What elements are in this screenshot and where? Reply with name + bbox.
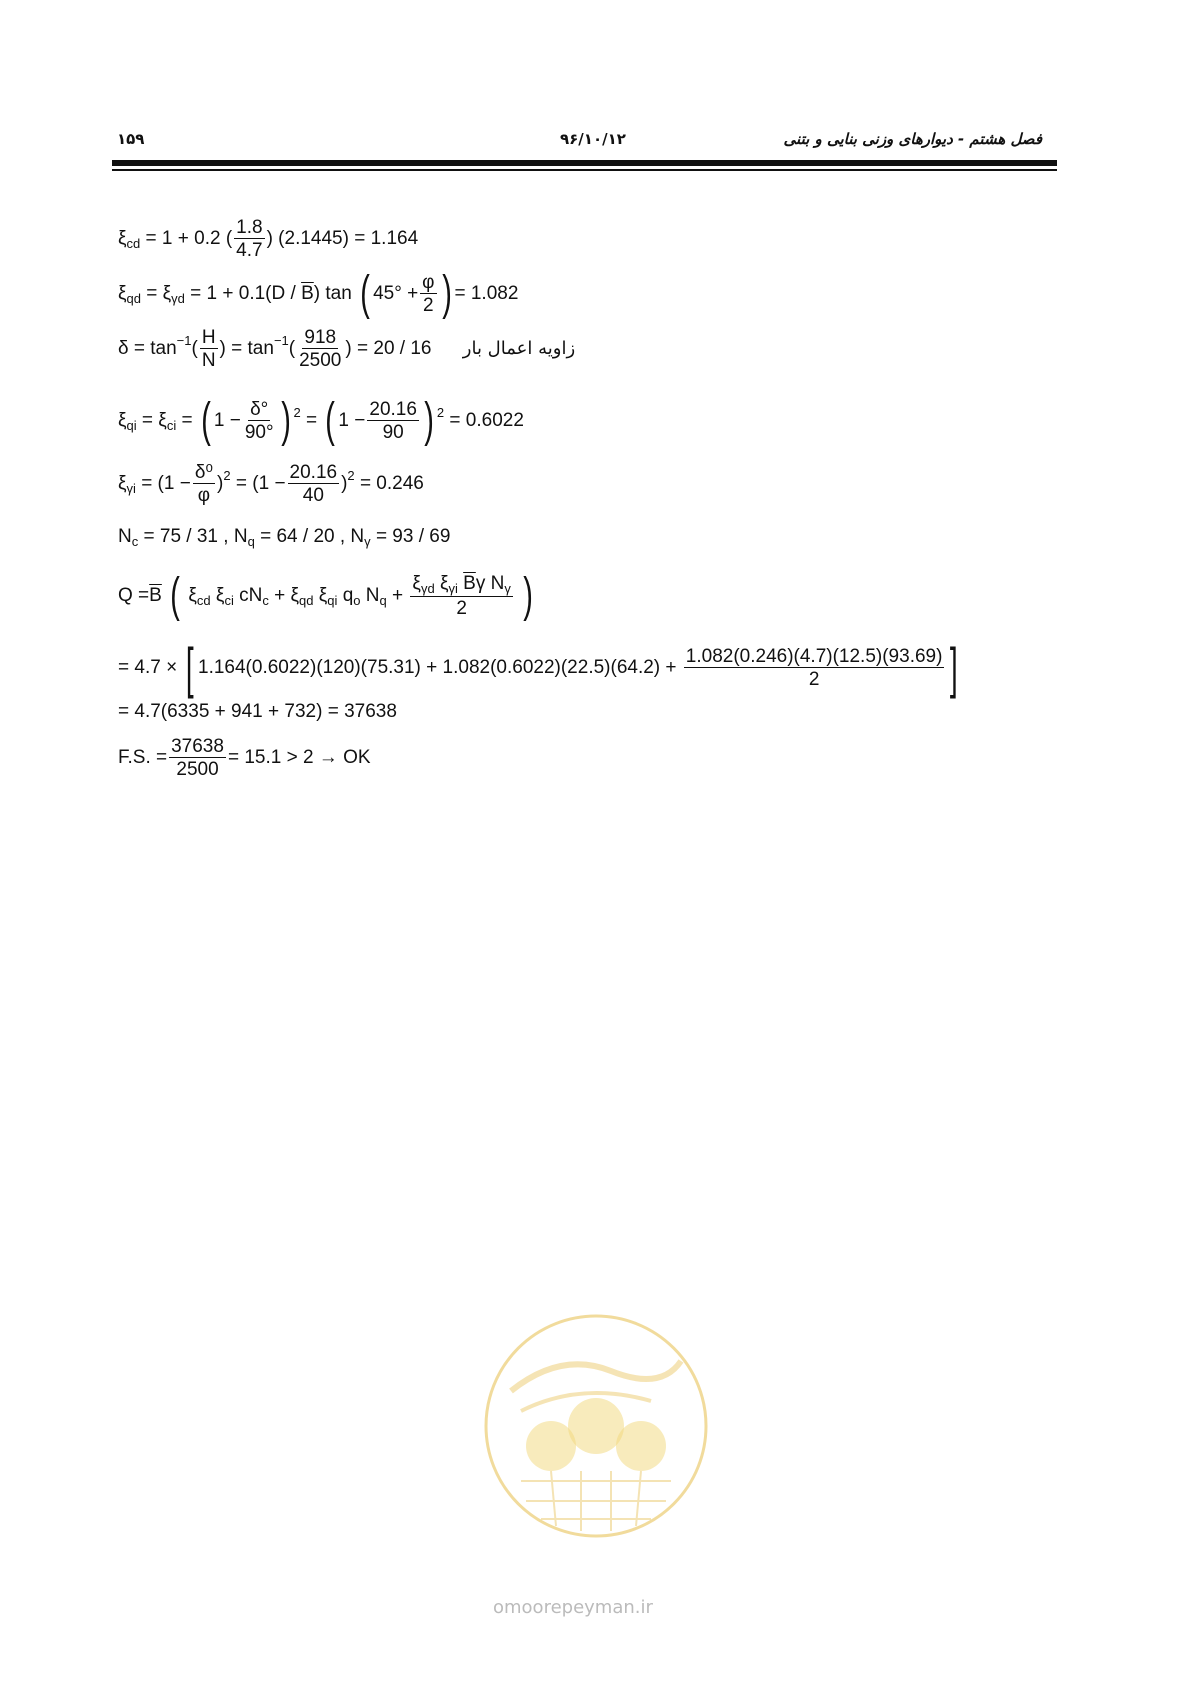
header-rule-thin — [112, 169, 1057, 171]
equation-Q-result: = 4.7(6335 + 941 + 732) = 37638 — [118, 701, 397, 722]
header-rule-thick — [112, 160, 1057, 166]
equation-xi-gamma-i: $\xi_{\gamma i} = (1$ − $\frac{\text{δ⁰}}{\varphi}$ )$^2$ = (1 − $\frac{20.16}{40}$ )$^2$ = 0.246 — [118, 462, 424, 506]
chapter-title: فصل هشتم - دیوارهای وزنی بنایی و بتنی — [783, 130, 1042, 148]
equation-Q: $Q =\overline{B}$ ( $\xi_{cd}$ $\xi_{ci}$ $cN_c + \xi_{qd}$ $\xi_{qi}$ $q_o$ $N_q$ + $\frac{\xi_{\gamma d} \xi_{\gamma i} \overline{B}\gamma N_\gamma}{2}$ ) — [118, 569, 533, 622]
watermark-url: omoorepeyman.ir — [493, 1597, 653, 1618]
page-number: ۱۵۹ — [117, 130, 145, 148]
load-angle-label: زاویه اعمال بار — [462, 338, 576, 360]
header-date: ۹۶/۱۰/۱۲ — [560, 130, 626, 148]
equation-factor-of-safety: F.S. = $\frac{37638}{2500}$ = 15.1 > 2 → OK — [118, 736, 371, 780]
watermark-logo — [481, 1311, 711, 1541]
equation-delta: $\delta = \tan^{-1}$( $\frac{H}{N}$ ) = $\tan^{-1}$( $\frac{918}{2500}$ ) = 20 / 16 زاویه اعمال بار — [118, 327, 576, 371]
equation-xi-cd: $\xi_{cd} = 1 + 0.2$ ( $\frac{1.8}{4.7}$ ) (2.1445) = 1.164 — [118, 217, 419, 261]
equation-xi-qi: $\xi_{qi} = \xi_{ci}$ = ( 1 − $\frac{\delta^\circ}{90^\circ}$ ) $^2$ = ( 1 − $\frac{20.16}{90}$ ) $^2$ = 0.6022 — [118, 394, 524, 447]
equation-xi-qd: $\xi_{qd} = \xi_{\gamma d} = 1 + 0.1(D / \overline{B})$ tan ( 45° + $\frac{\varphi}{2}$ ) = 1.082 — [118, 267, 519, 320]
equation-Q-numeric: = 4.7 × [ 1.164(0.6022)(120)(75.31) + 1.082(0.6022)(22.5)(64.2) + $\frac{1.082(0.246)(4.7)(12.5)(93.69)}{2}$ ] — [118, 636, 959, 699]
equation-bearing-factors: $N_c = 75 / 31$ , $N_q = 64 / 20$ , $N_\gamma = 93 / 69$ — [118, 526, 451, 549]
